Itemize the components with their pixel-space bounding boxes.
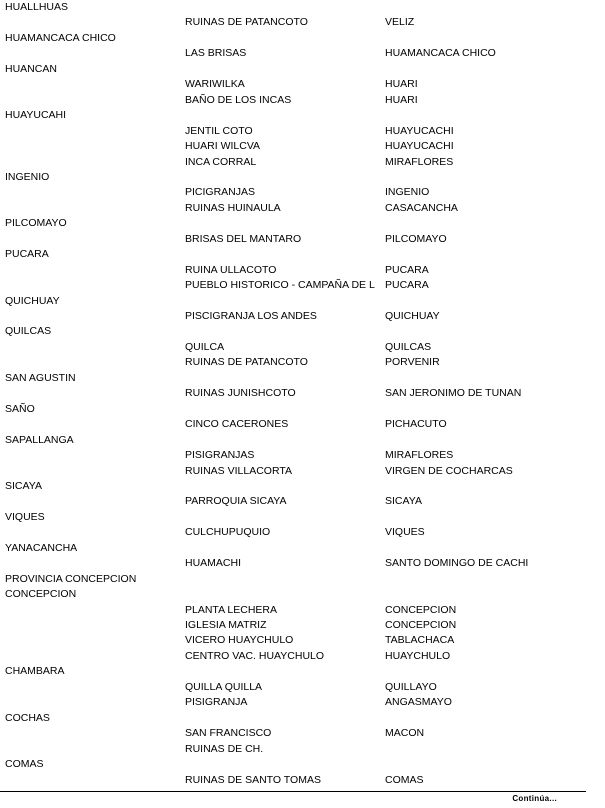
attraction-name: PARROQUIA SICAYA (185, 495, 287, 508)
locality-name: HUARI (385, 93, 418, 106)
attraction-name: JENTIL COTO (185, 124, 253, 137)
district-heading-row (0, 31, 605, 46)
attraction-name: RUINAS HUINAULA (185, 201, 281, 214)
attraction-name: RUINAS JUNISHCOTO (185, 387, 296, 400)
district-heading-row (0, 247, 605, 262)
attraction-name: CULCHUPUQUIO (185, 526, 271, 539)
district-heading-row (0, 371, 605, 386)
list-item (0, 742, 605, 757)
list-item (0, 773, 605, 788)
district-heading-row (0, 572, 605, 587)
district-heading-row (0, 294, 605, 309)
district-name: QUILCAS (5, 325, 52, 338)
locality-name: ANGASMAYO (385, 696, 452, 709)
attraction-name: VICERO HUAYCHULO (185, 634, 294, 647)
district-heading-row (0, 433, 605, 448)
locality-name: QUILCAS (385, 340, 432, 353)
locality-name: HUARI (385, 78, 418, 91)
attraction-name: HUARI WILCVA (185, 140, 261, 153)
district-name: PILCOMAYO (5, 217, 67, 230)
district-name: QUICHUAY (5, 294, 60, 307)
list-item (0, 618, 605, 633)
attraction-name: BAÑO DE LOS INCAS (185, 93, 292, 106)
list-item (0, 448, 605, 463)
attraction-name: QUILLA QUILLA (185, 680, 263, 693)
list-item (0, 340, 605, 355)
locality-name: HUAYUCACHI (385, 140, 454, 153)
district-heading-row (0, 510, 605, 525)
list-item (0, 695, 605, 710)
list-item (0, 726, 605, 741)
attraction-name: PLANTA LECHERA (185, 603, 278, 616)
locality-name: CONCEPCION (385, 603, 457, 616)
list-item (0, 278, 605, 293)
list-item (0, 464, 605, 479)
district-name: HUANCAN (5, 62, 57, 75)
district-heading-row (0, 711, 605, 726)
footer-continued: Continúa... (512, 794, 557, 803)
district-heading-row (0, 324, 605, 339)
district-name: HUAYUCAHI (5, 109, 67, 122)
list-item (0, 649, 605, 664)
list-item (0, 494, 605, 509)
list-item (0, 263, 605, 278)
list-item (0, 309, 605, 324)
attraction-name: PICIGRANJAS (185, 186, 256, 199)
district-name: YANACANCHA (5, 541, 78, 554)
district-name: VIQUES (5, 510, 45, 523)
locality-name: PORVENIR (385, 356, 440, 369)
locality-name: VIQUES (385, 526, 425, 539)
district-name: CONCEPCION (5, 588, 77, 601)
district-heading-row (0, 479, 605, 494)
locality-name: HUAMANCACA CHICO (385, 47, 496, 60)
attraction-name: RUINAS DE PATANCOTO (185, 356, 308, 369)
attraction-name: QUILCA (185, 340, 225, 353)
attraction-name: PUEBLO HISTORICO - CAMPAÑA DE L (185, 279, 375, 292)
district-name: SAÑO (5, 402, 35, 415)
locality-name: PILCOMAYO (385, 232, 447, 245)
attraction-name: PISIGRANJAS (185, 449, 255, 462)
attraction-name: RUINA ULLACOTO (185, 263, 277, 276)
attraction-name: PISCIGRANJA LOS ANDES (185, 310, 317, 322)
district-name: SICAYA (5, 479, 42, 492)
district-heading-row (0, 0, 605, 15)
district-heading-row (0, 108, 605, 123)
list-item (0, 124, 605, 139)
locality-name: HUAYUCACHI (385, 124, 454, 137)
list-item (0, 417, 605, 432)
district-heading-row (0, 402, 605, 417)
locality-name: SICAYA (385, 495, 422, 508)
district-heading-row (0, 587, 605, 602)
list-item (0, 232, 605, 247)
list-item (0, 386, 605, 401)
attraction-name: CINCO CACERONES (185, 418, 289, 431)
list-item (0, 185, 605, 200)
district-name: HUALLHUAS (5, 1, 69, 13)
district-name: COCHAS (5, 711, 50, 724)
footer-rule (0, 791, 586, 792)
locality-name: MIRAFLORES (385, 155, 454, 168)
district-name: SAN AGUSTIN (5, 371, 76, 384)
district-heading-row (0, 62, 605, 77)
district-name: PROVINCIA CONCEPCION (5, 572, 137, 585)
locality-name: PICHACUTO (385, 418, 447, 431)
attraction-name: CENTRO VAC. HUAYCHULO (185, 649, 325, 662)
district-heading-row (0, 664, 605, 679)
locality-name: VELIZ (385, 16, 415, 29)
locality-name: CONCEPCION (385, 619, 457, 631)
list-item (0, 77, 605, 92)
district-name: HUAMANCACA CHICO (5, 31, 116, 44)
list-item (0, 680, 605, 695)
attraction-name: WARIWILKA (185, 78, 245, 91)
list-item (0, 139, 605, 154)
list-item (0, 155, 605, 170)
attraction-name: SAN FRANCISCO (185, 727, 272, 740)
list-item (0, 525, 605, 540)
list-item (0, 633, 605, 648)
locality-name: PUCARA (385, 263, 429, 276)
locality-name: MIRAFLORES (385, 449, 454, 462)
district-name: PUCARA (5, 248, 49, 261)
locality-name: CASACANCHA (385, 201, 458, 214)
attraction-name: HUAMACHI (185, 557, 242, 570)
list-item (0, 355, 605, 370)
attraction-name: RUINAS DE SANTO TOMAS (185, 773, 321, 786)
list-item (0, 556, 605, 571)
district-name: COMAS (5, 758, 44, 771)
list-item (0, 93, 605, 108)
locality-name: VIRGEN DE COCHARCAS (385, 464, 513, 477)
attraction-name: RUINAS DE CH. (185, 742, 264, 755)
locality-name: SAN JERONIMO DE TUNAN (385, 387, 522, 400)
district-heading-row (0, 541, 605, 556)
list-item (0, 46, 605, 61)
list-item (0, 603, 605, 618)
attraction-name: RUINAS DE PATANCOTO (185, 16, 308, 29)
attraction-name: BRISAS DEL MANTARO (185, 232, 302, 245)
locality-name: QUICHUAY (385, 310, 440, 322)
locality-name: QUILLAYO (385, 680, 437, 693)
locality-name: SANTO DOMINGO DE CACHI (385, 557, 529, 570)
list-item (0, 201, 605, 216)
attraction-name: IGLESIA MATRIZ (185, 619, 267, 631)
locality-name: COMAS (385, 773, 424, 786)
locality-name: HUAYCHULO (385, 649, 451, 662)
district-name: INGENIO (5, 170, 50, 183)
locality-name: PUCARA (385, 279, 429, 292)
locality-name: INGENIO (385, 186, 430, 199)
district-heading-row (0, 757, 605, 772)
list-item (0, 15, 605, 30)
district-name: CHAMBARA (5, 665, 65, 678)
attraction-name: INCA CORRAL (185, 155, 257, 168)
district-name: SAPALLANGA (5, 433, 74, 446)
district-heading-row (0, 170, 605, 185)
attraction-name: PISIGRANJA (185, 696, 248, 709)
attraction-name: LAS BRISAS (185, 47, 247, 60)
attraction-name: RUINAS VILLACORTA (185, 464, 292, 477)
locality-name: TABLACHACA (385, 634, 455, 647)
district-heading-row (0, 216, 605, 231)
locality-name: MACON (385, 727, 425, 740)
